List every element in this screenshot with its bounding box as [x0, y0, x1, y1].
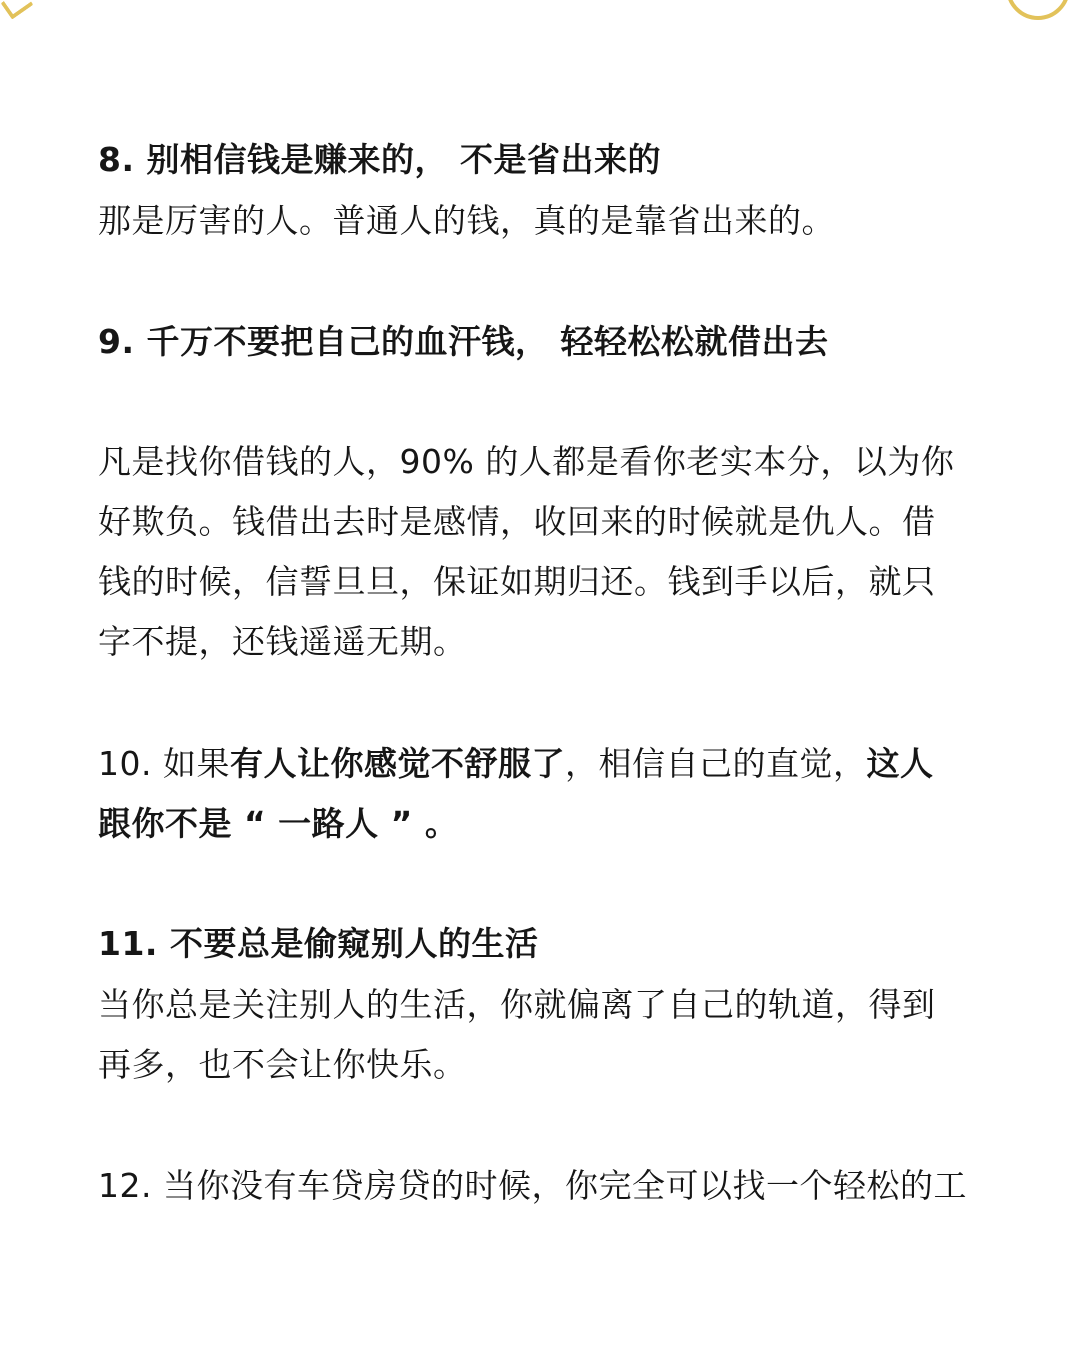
item-9-heading: 9. 千万不要把自己的血汗钱， 轻轻松松就借出去 [98, 322, 829, 361]
item-9-body-line-1: 凡是找你借钱的人，90% 的人都是看你老实本分，以为你 [98, 442, 955, 481]
item-11-body-line-1: 当你总是关注别人的生活，你就偏离了自己的轨道，得到 [98, 985, 936, 1024]
corner-decoration [1, 0, 34, 20]
item-10-prefix: 10. 如果 [98, 744, 230, 783]
circle-decoration [1006, 0, 1070, 20]
item-11-body-line-2: 再多，也不会让你快乐。 [98, 1045, 467, 1084]
item-10-line-1 [98, 742, 933, 786]
item-10-middle-phrase: ，相信自己的直觉， [564, 744, 867, 783]
item-9-body-line-3: 钱的时候，信誓旦旦，保证如期归还。钱到手以后，就只 [98, 562, 936, 601]
item-9-body-line-4: 字不提，还钱遥遥无期。 [98, 622, 467, 661]
item-12-line: 12. 当你没有车贷房贷的时候，你完全可以找一个轻松的工 [98, 1166, 967, 1205]
item-8-body: 那是厉害的人。普通人的钱，真的是靠省出来的。 [98, 201, 835, 240]
item-10-bold-end: 这人 [866, 744, 934, 783]
item-10-line-2: 跟你不是 “ 一路人 ” 。 [98, 804, 459, 843]
item-10-bold-phrase: 有人让你感觉不舒服了 [229, 744, 565, 783]
item-11-heading: 11. 不要总是偷窥别人的生活 [98, 924, 539, 963]
item-8-heading: 8. 别相信钱是赚来的， 不是省出来的 [98, 140, 661, 179]
item-9-body-line-2: 好欺负。钱借出去时是感情，收回来的时候就是仇人。借 [98, 502, 936, 541]
